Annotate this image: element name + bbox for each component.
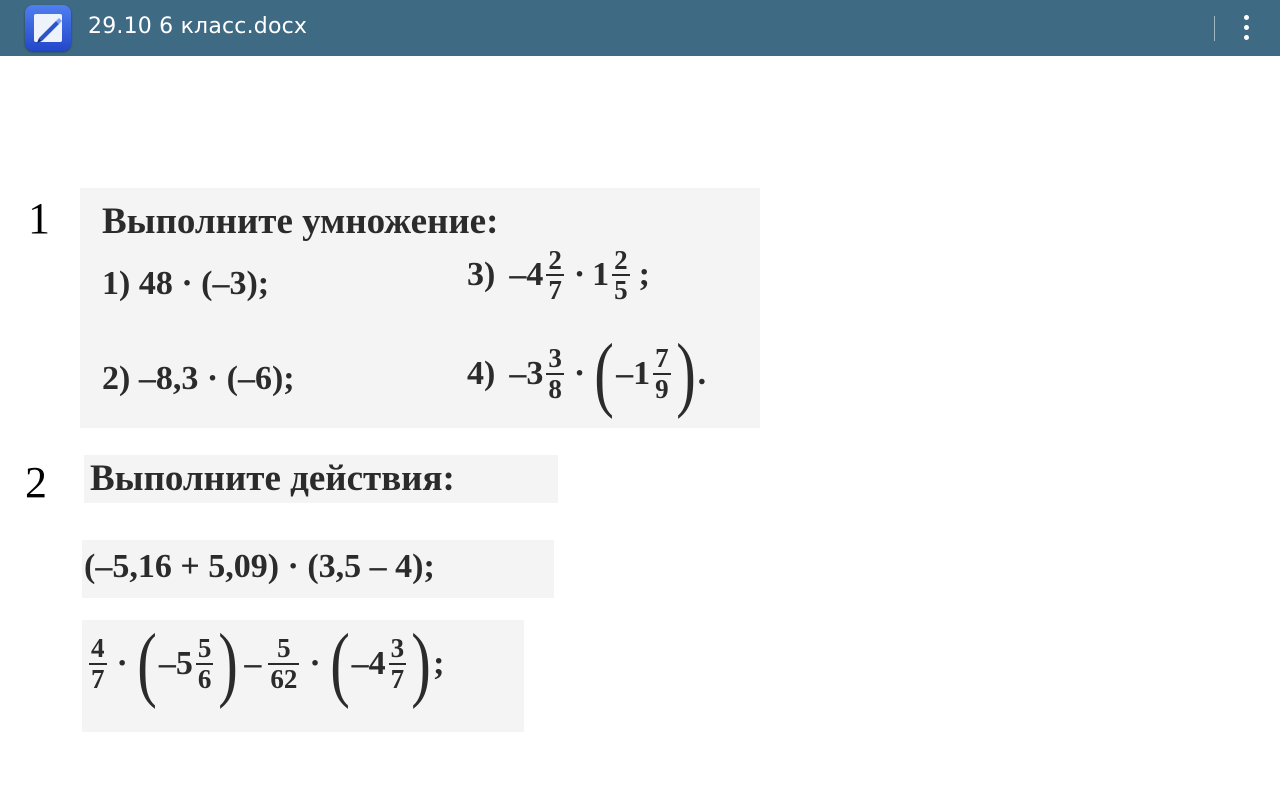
whole-part: 1 [592, 256, 610, 294]
task2-heading: Выполните действия: [90, 458, 455, 499]
task-number: 1 [28, 194, 50, 243]
semicolon: ; [433, 644, 445, 682]
numerator: 4 [91, 633, 105, 664]
right-paren: ) [675, 327, 696, 420]
fraction [268, 634, 299, 693]
right-paren: ) [218, 617, 239, 710]
denominator: 62 [270, 663, 298, 694]
fraction [196, 634, 214, 693]
left-paren: ( [137, 617, 157, 710]
minus-sign: – [244, 644, 262, 682]
denominator: 7 [548, 275, 562, 306]
exercise-2: 2) –8,3 · (–6); [102, 360, 295, 397]
numerator: 5 [277, 633, 291, 664]
fraction [612, 246, 630, 305]
task2-heading-scan [84, 455, 558, 503]
multiply-sign: · [573, 256, 586, 294]
numerator: 2 [548, 245, 562, 275]
task-number: 2 [25, 458, 47, 507]
numerator: 3 [548, 343, 562, 374]
fraction [89, 634, 107, 693]
period: . [697, 354, 707, 392]
semicolon: ; [638, 256, 650, 294]
multiply-sign: · [116, 644, 128, 682]
denominator: 8 [548, 373, 562, 404]
denominator: 6 [197, 663, 212, 694]
exercise-1: (–5,16 + 5,09) · (3,5 – 4); [84, 548, 435, 585]
more-vertical-icon[interactable] [1238, 14, 1256, 42]
multiply-sign: · [573, 354, 586, 392]
exercise-label: 3) [467, 256, 496, 294]
exercise-label: 4) [467, 354, 496, 392]
exercise-2 [86, 617, 445, 710]
multiply-sign: · [309, 644, 321, 682]
task1-heading: Выполните умножение: [102, 201, 499, 242]
document-title: 29.10 6 класс.docx [88, 14, 308, 39]
numerator: 5 [197, 633, 212, 664]
task2-ex2-scan [82, 617, 524, 732]
whole-part: –4 [509, 256, 544, 294]
fraction [546, 246, 564, 305]
numerator: 3 [390, 633, 405, 664]
denominator: 9 [655, 373, 669, 404]
task1-scan [80, 188, 760, 428]
exercise-1: 1) 48 · (–3); [102, 265, 270, 302]
whole-part: –1 [616, 354, 651, 392]
right-paren: ) [411, 617, 431, 710]
exercise-4 [467, 327, 707, 420]
action-bar [0, 0, 1280, 56]
denominator: 7 [390, 663, 405, 694]
numerator: 2 [614, 245, 628, 275]
task2-ex1-scan [82, 540, 554, 598]
numerator: 7 [655, 343, 669, 374]
left-paren: ( [329, 617, 350, 710]
denominator: 5 [614, 275, 628, 306]
exercise-3 [467, 246, 650, 305]
left-paren: ( [594, 327, 614, 420]
action-bar-divider [1214, 16, 1215, 41]
fraction [389, 634, 407, 693]
whole-part: –5 [158, 644, 193, 682]
whole-part: –3 [509, 354, 544, 392]
fraction [546, 344, 564, 403]
whole-part: –4 [351, 644, 386, 682]
fraction [653, 344, 671, 403]
document-edit-icon[interactable] [25, 5, 71, 51]
denominator: 7 [91, 663, 105, 694]
